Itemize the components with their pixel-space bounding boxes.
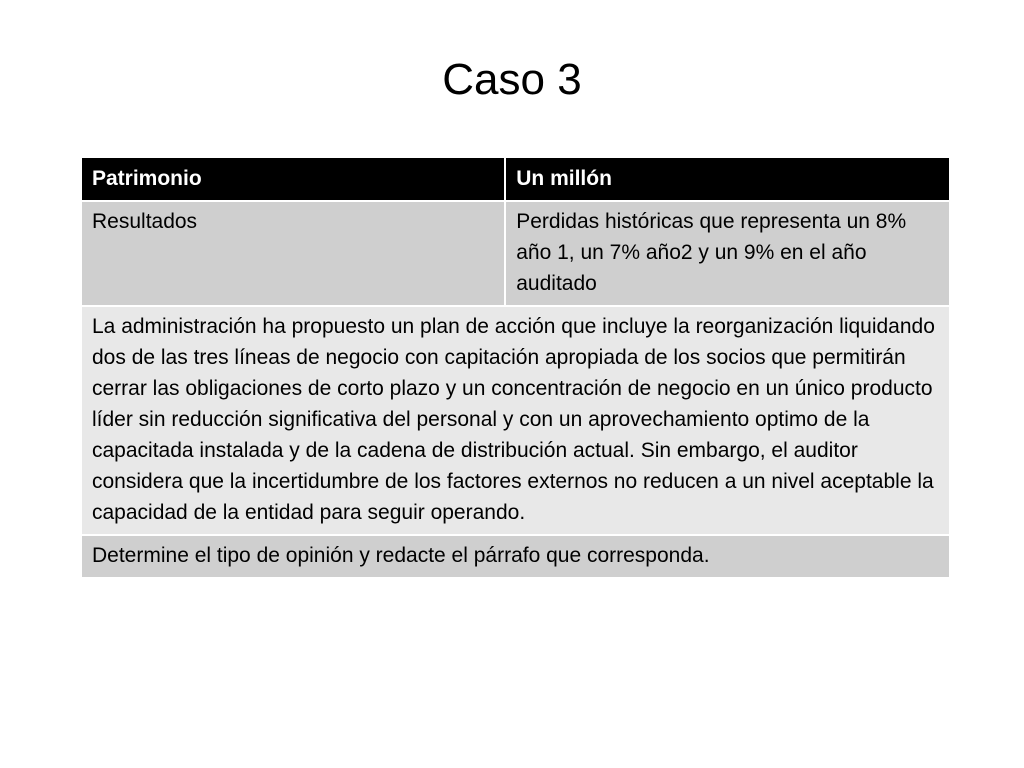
- table-row-instruction: [81, 535, 950, 578]
- table-row-description: [81, 306, 950, 535]
- slide-title: Caso 3: [442, 55, 582, 104]
- header-cell-patrimonio: Patrimonio: [81, 157, 505, 201]
- header-cell-amount: Un millón: [505, 157, 950, 201]
- cell-instruction: Determine el tipo de opinión y redacte el párrafo que corresponda.: [81, 535, 950, 578]
- table-header-row: [81, 157, 950, 201]
- table-row-resultados: [81, 201, 950, 306]
- cell-case-description: La administración ha propuesto un plan de acción que incluye la reorganización liquidando dos de las tres líneas de negocio con capitación apropiada de los socios que permitirán cerrar las obligaciones de corto plazo y un concentración de negocio en un único producto líder sin reducción significativa del personal y con un aprovechamiento optimo de la capacitada instalada y de la cadena de distribución actual. Sin embargo, el auditor considera que la incertidumbre de los factores externos no reducen a un nivel aceptable la capacidad de la entidad para seguir operando.: [81, 306, 950, 535]
- case-table: [80, 156, 951, 579]
- cell-resultados-label: Resultados: [81, 201, 505, 306]
- cell-resultados-value: Perdidas históricas que representa un 8% año 1, un 7% año2 y un 9% en el año auditado: [505, 201, 950, 306]
